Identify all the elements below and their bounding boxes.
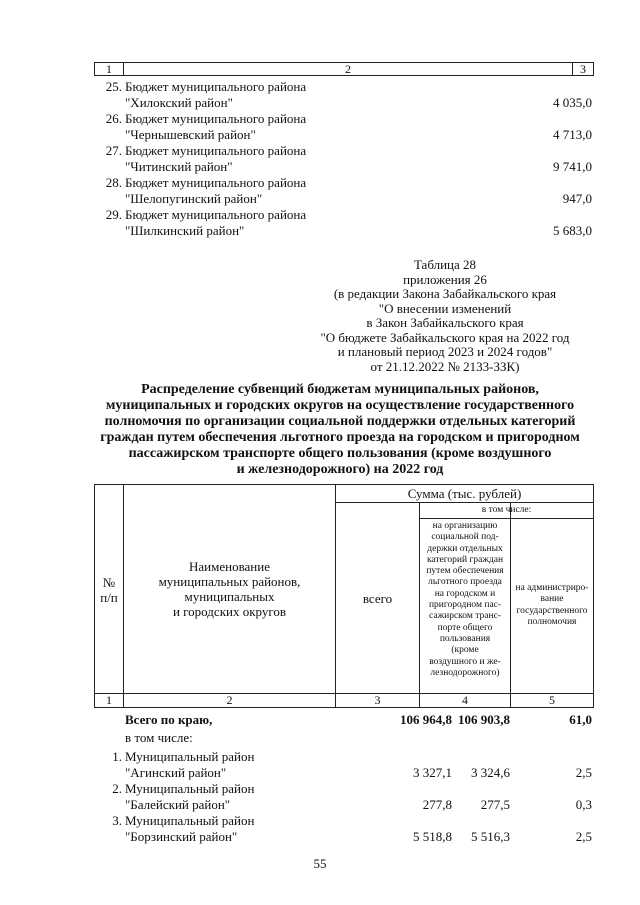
header-name-line: муниципальных районов,	[158, 574, 301, 589]
header-number	[95, 575, 123, 605]
row-name-line1: Бюджет муниципального района	[125, 111, 307, 126]
header-name-line: и городских округов	[172, 604, 287, 619]
table-row	[94, 781, 594, 813]
header-col4	[420, 521, 510, 679]
header-col4-line: социальной под-	[431, 532, 499, 543]
table-row	[94, 813, 594, 845]
header-name	[124, 559, 335, 619]
header-col4-line: пользования	[439, 633, 491, 644]
total-label: Всего по краю,	[125, 712, 213, 727]
table-row	[94, 749, 594, 781]
page-number: 55	[313, 856, 327, 871]
col-number-5: 5	[549, 693, 555, 707]
row-name-line1: Бюджет муниципального района	[125, 175, 307, 190]
caption-line: Таблица 28	[413, 257, 477, 272]
caption-line: от 21.12.2022 № 2133-ЗЗК)	[370, 358, 520, 374]
row-value: 947,0	[562, 191, 592, 206]
row-col5: 2,5	[575, 765, 592, 780]
header-name-line: муниципальных	[184, 589, 275, 604]
header-number-line: п/п	[100, 590, 118, 605]
header-col4-line: лезнодорожного)	[430, 667, 500, 678]
col-header-3: 3	[580, 62, 586, 76]
row-name-line2: "Шилкинский район"	[125, 223, 245, 238]
header-col4-line: (кроме	[451, 645, 479, 656]
row-name-line2: "Шелопугинский район"	[125, 191, 263, 206]
row-name-line1: Муниципальный район	[125, 781, 255, 796]
col-number-4: 4	[462, 693, 468, 707]
title-line: и железнодорожного) на 2022 год	[236, 462, 444, 477]
row-value: 5 683,0	[553, 223, 592, 238]
col-header-1: 1	[106, 62, 112, 76]
row-col4: 5 516,3	[471, 829, 510, 844]
header-sum: Сумма (тыс. рублей)	[407, 486, 522, 501]
row-value: 4 713,0	[553, 127, 592, 142]
row-name-line2: "Читинский район"	[125, 159, 233, 174]
document-title	[70, 382, 610, 478]
row-name-line2: "Борзинский район"	[125, 829, 238, 844]
col-number-3: 3	[374, 693, 381, 707]
including-label: в том числе:	[125, 730, 193, 745]
row-number: 27.	[105, 143, 122, 158]
row-col4: 3 324,6	[471, 765, 510, 780]
caption-line: в Закон Забайкальского края	[366, 315, 524, 330]
table-row	[94, 111, 594, 143]
title-line: Распределение субвенций бюджетам муниципальных районов,	[141, 382, 539, 397]
header-col5	[511, 583, 593, 628]
table-row	[94, 207, 594, 239]
caption-line: приложения 26	[403, 271, 487, 287]
row-divider	[419, 518, 593, 519]
header-col4-line: льготного проезда	[428, 577, 502, 588]
header-col5-line: на администриро-	[515, 583, 589, 593]
header-col5-line: вание	[540, 594, 564, 605]
header-number-line: №	[102, 575, 116, 590]
row-name-line2: "Хилокский район"	[125, 95, 233, 110]
row-name-line1: Бюджет муниципального района	[125, 143, 307, 158]
table-caption	[300, 258, 590, 374]
row-name-line1: Бюджет муниципального района	[125, 207, 307, 222]
main-table-header	[94, 484, 594, 708]
header-col4-line: пригородном пас-	[428, 600, 502, 611]
header-col4-line: воздушного и же-	[429, 656, 501, 667]
header-including: в том числе:	[481, 505, 532, 515]
row-total: 5 518,8	[413, 829, 452, 844]
including-row	[94, 730, 594, 746]
col-number-2: 2	[226, 693, 233, 707]
col-header-2: 2	[345, 62, 351, 76]
row-number: 29.	[105, 207, 122, 222]
total-value: 106 964,8	[400, 712, 452, 727]
title-line: граждан путем обеспечения льготного проезда на городском и пригородном	[100, 430, 580, 445]
total-row	[94, 712, 594, 728]
row-name-line1: Бюджет муниципального района	[125, 79, 307, 94]
table-row	[94, 143, 594, 175]
caption-line: (в редакции Закона Забайкальского края	[333, 286, 557, 301]
row-number: 3.	[112, 813, 122, 828]
row-value: 9 741,0	[553, 159, 592, 174]
header-col4-line: сажирском транс-	[429, 611, 501, 622]
row-divider	[335, 502, 593, 503]
row-name-line2: "Агинский район"	[125, 765, 227, 780]
row-number: 25.	[105, 79, 122, 94]
col-number-1: 1	[106, 693, 112, 707]
row-col5: 0,3	[575, 797, 592, 812]
row-name-line1: Муниципальный район	[125, 813, 255, 828]
row-col5: 2,5	[575, 829, 592, 844]
row-name-line2: "Чернышевский район"	[125, 127, 256, 142]
row-name-line1: Муниципальный район	[125, 749, 255, 764]
header-col4-line: на городском и	[434, 588, 496, 599]
row-number: 28.	[105, 175, 122, 190]
table-row	[94, 175, 594, 207]
header-total: всего	[362, 591, 393, 606]
caption-line: "О внесении изменений	[378, 300, 512, 316]
title-line: муниципальных и городских округов на осуществление государственного	[105, 398, 575, 413]
header-col4-line: путем обеспечения	[426, 566, 504, 577]
row-total: 277,8	[422, 797, 452, 812]
header-col5-line: полномочия	[527, 616, 577, 627]
row-number: 2.	[112, 781, 122, 796]
header-col4-line: порте общего	[437, 622, 493, 633]
row-number: 1.	[112, 749, 122, 764]
row-name-line2: "Балейский район"	[125, 797, 231, 812]
header-col4-line: категорий граждан	[426, 554, 504, 565]
row-total: 3 327,1	[413, 765, 452, 780]
caption-line: "О бюджете Забайкальского края на 2022 год	[320, 329, 570, 345]
title-line: полномочия по организации социальной поддержки отдельных категорий	[104, 414, 576, 429]
title-line: пассажирском транспорте общего пользования (кроме воздушного	[128, 446, 552, 461]
caption-line: и плановый период 2023 и 2024 годов"	[337, 344, 553, 359]
header-col4-line: держки отдельных	[427, 543, 503, 554]
total-col5: 61,0	[569, 712, 592, 727]
total-col4: 106 903,8	[458, 712, 510, 727]
row-number: 26.	[105, 111, 122, 126]
header-col4-line: на организацию	[432, 521, 498, 531]
header-col5-line: государственного	[516, 605, 588, 616]
row-col4: 277,5	[480, 797, 510, 812]
continuation-table-header	[94, 62, 594, 76]
table-row	[94, 79, 594, 111]
row-value: 4 035,0	[553, 95, 592, 110]
header-name-line: Наименование	[189, 559, 270, 574]
